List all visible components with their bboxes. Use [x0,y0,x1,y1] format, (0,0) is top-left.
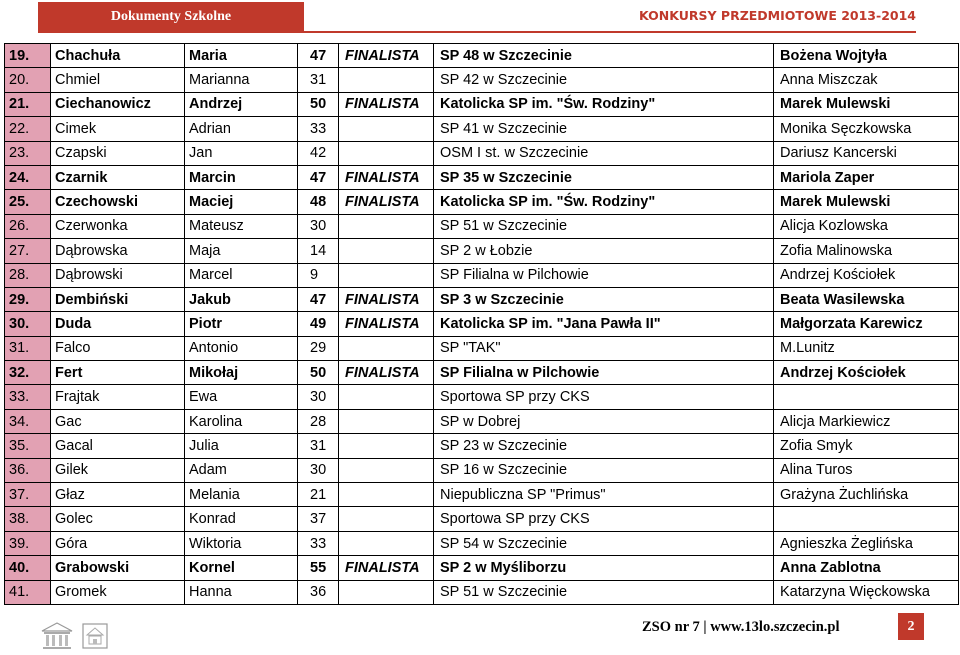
surname-cell: Czerwonka [51,214,185,238]
table-row [5,141,959,165]
points-cell: 47 [298,287,339,311]
points-cell: 31 [298,68,339,92]
table-row [5,239,959,263]
school-cell: SP 48 w Szczecinie [434,44,774,68]
status-cell [339,458,434,482]
surname-cell: Gacal [51,434,185,458]
table-row [5,458,959,482]
teacher-cell: Zofia Smyk [774,434,959,458]
teacher-cell: Bożena Wojtyła [774,44,959,68]
points-cell: 36 [298,580,339,604]
row-number: 28. [5,263,51,287]
first-name-cell: Maria [185,44,298,68]
teacher-cell [774,385,959,409]
school-cell: SP 16 w Szczecinie [434,458,774,482]
surname-cell: Czechowski [51,190,185,214]
page-number: 2 [898,613,924,640]
row-number: 27. [5,239,51,263]
school-cell: SP 2 w Myśliborzu [434,556,774,580]
points-cell: 55 [298,556,339,580]
points-cell: 50 [298,92,339,116]
status-cell: FINALISTA [339,165,434,189]
row-number: 35. [5,434,51,458]
teacher-cell: Mariola Zaper [774,165,959,189]
surname-cell: Chmiel [51,68,185,92]
surname-cell: Głaz [51,483,185,507]
status-cell: FINALISTA [339,287,434,311]
school-cell: Katolicka SP im. "Św. Rodziny" [434,92,774,116]
status-cell [339,336,434,360]
table-row [5,190,959,214]
first-name-cell: Mikołaj [185,361,298,385]
surname-cell: Golec [51,507,185,531]
points-cell: 9 [298,263,339,287]
footer-text: ZSO nr 7 | www.13lo.szczecin.pl [642,619,840,635]
results-table [4,43,959,605]
status-cell: FINALISTA [339,312,434,336]
row-number: 24. [5,165,51,189]
points-cell: 14 [298,239,339,263]
table-row [5,580,959,604]
table-row [5,361,959,385]
school-cell: SP 23 w Szczecinie [434,434,774,458]
surname-cell: Ciechanowicz [51,92,185,116]
row-number: 34. [5,409,51,433]
points-cell: 28 [298,409,339,433]
table-row [5,92,959,116]
surname-cell: Grabowski [51,556,185,580]
school-cell: SP w Dobrej [434,409,774,433]
school-cell: Katolicka SP im. "Św. Rodziny" [434,190,774,214]
points-cell: 33 [298,531,339,555]
first-name-cell: Adrian [185,117,298,141]
row-number: 37. [5,483,51,507]
table-row [5,214,959,238]
surname-cell: Czapski [51,141,185,165]
status-cell [339,531,434,555]
status-cell [339,507,434,531]
table-row [5,483,959,507]
points-cell: 42 [298,141,339,165]
school-cell: SP 2 w Łobzie [434,239,774,263]
status-cell: FINALISTA [339,44,434,68]
header-title-left: Dokumenty Szkolne [38,2,304,31]
first-name-cell: Maja [185,239,298,263]
surname-cell: Góra [51,531,185,555]
row-number: 36. [5,458,51,482]
row-number: 22. [5,117,51,141]
first-name-cell: Antonio [185,336,298,360]
school-crest-icon [80,621,110,651]
header-title-right: KONKURSY PRZEDMIOTOWE 2013-2014 [639,8,916,23]
school-cell: SP 51 w Szczecinie [434,214,774,238]
teacher-cell: Małgorzata Karewicz [774,312,959,336]
school-cell: SP 42 w Szczecinie [434,68,774,92]
row-number: 40. [5,556,51,580]
status-cell [339,68,434,92]
table-row [5,68,959,92]
table-row [5,556,959,580]
status-cell [339,434,434,458]
row-number: 23. [5,141,51,165]
row-number: 41. [5,580,51,604]
surname-cell: Gilek [51,458,185,482]
table-row [5,312,959,336]
teacher-cell [774,507,959,531]
row-number: 38. [5,507,51,531]
table-row [5,507,959,531]
footer-logos [40,621,110,651]
surname-cell: Gac [51,409,185,433]
points-cell: 47 [298,44,339,68]
teacher-cell: Katarzyna Więckowska [774,580,959,604]
school-cell: SP Filialna w Pilchowie [434,263,774,287]
teacher-cell: Grażyna Żuchlińska [774,483,959,507]
school-cell: Katolicka SP im. "Jana Pawła II" [434,312,774,336]
teacher-cell: Dariusz Kancerski [774,141,959,165]
surname-cell: Gromek [51,580,185,604]
table-row [5,434,959,458]
status-cell [339,385,434,409]
surname-cell: Duda [51,312,185,336]
results-table-body [5,44,959,605]
first-name-cell: Julia [185,434,298,458]
table-row [5,385,959,409]
surname-cell: Falco [51,336,185,360]
status-cell [339,580,434,604]
points-cell: 37 [298,507,339,531]
school-cell: SP 41 w Szczecinie [434,117,774,141]
points-cell: 49 [298,312,339,336]
table-row [5,336,959,360]
school-cell: OSM I st. w Szczecinie [434,141,774,165]
points-cell: 21 [298,483,339,507]
teacher-cell: Beata Wasilewska [774,287,959,311]
row-number: 39. [5,531,51,555]
teacher-cell: Marek Mulewski [774,190,959,214]
first-name-cell: Marcin [185,165,298,189]
header-divider [38,31,916,33]
surname-cell: Dąbrowski [51,263,185,287]
table-row [5,44,959,68]
surname-cell: Dembiński [51,287,185,311]
teacher-cell: Anna Zablotna [774,556,959,580]
surname-cell: Cimek [51,117,185,141]
table-row [5,117,959,141]
table-row [5,531,959,555]
school-cell: SP "TAK" [434,336,774,360]
first-name-cell: Ewa [185,385,298,409]
school-cell: Niepubliczna SP "Primus" [434,483,774,507]
points-cell: 48 [298,190,339,214]
points-cell: 31 [298,434,339,458]
school-cell: Sportowa SP przy CKS [434,385,774,409]
first-name-cell: Mateusz [185,214,298,238]
teacher-cell: M.Lunitz [774,336,959,360]
row-number: 30. [5,312,51,336]
first-name-cell: Maciej [185,190,298,214]
first-name-cell: Karolina [185,409,298,433]
status-cell: FINALISTA [339,361,434,385]
surname-cell: Dąbrowska [51,239,185,263]
points-cell: 29 [298,336,339,360]
row-number: 21. [5,92,51,116]
surname-cell: Czarnik [51,165,185,189]
teacher-cell: Anna Miszczak [774,68,959,92]
first-name-cell: Marianna [185,68,298,92]
status-cell [339,141,434,165]
surname-cell: Frajtak [51,385,185,409]
first-name-cell: Jan [185,141,298,165]
teacher-cell: Alicja Markiewicz [774,409,959,433]
table-row [5,263,959,287]
first-name-cell: Melania [185,483,298,507]
points-cell: 30 [298,385,339,409]
first-name-cell: Wiktoria [185,531,298,555]
status-cell [339,214,434,238]
points-cell: 50 [298,361,339,385]
status-cell [339,117,434,141]
table-row [5,165,959,189]
first-name-cell: Kornel [185,556,298,580]
first-name-cell: Hanna [185,580,298,604]
row-number: 32. [5,361,51,385]
school-cell: SP 3 w Szczecinie [434,287,774,311]
surname-cell: Chachuła [51,44,185,68]
building-logo-icon [40,621,74,651]
teacher-cell: Marek Mulewski [774,92,959,116]
row-number: 33. [5,385,51,409]
table-row [5,409,959,433]
first-name-cell: Marcel [185,263,298,287]
teacher-cell: Andrzej Kościołek [774,361,959,385]
status-cell [339,239,434,263]
teacher-cell: Alina Turos [774,458,959,482]
table-row [5,287,959,311]
row-number: 25. [5,190,51,214]
teacher-cell: Zofia Malinowska [774,239,959,263]
points-cell: 30 [298,214,339,238]
points-cell: 33 [298,117,339,141]
first-name-cell: Konrad [185,507,298,531]
points-cell: 47 [298,165,339,189]
status-cell: FINALISTA [339,190,434,214]
teacher-cell: Agnieszka Żeglińska [774,531,959,555]
row-number: 29. [5,287,51,311]
first-name-cell: Piotr [185,312,298,336]
points-cell: 30 [298,458,339,482]
row-number: 20. [5,68,51,92]
status-cell [339,483,434,507]
school-cell: Sportowa SP przy CKS [434,507,774,531]
row-number: 19. [5,44,51,68]
first-name-cell: Andrzej [185,92,298,116]
row-number: 26. [5,214,51,238]
school-cell: SP 35 w Szczecinie [434,165,774,189]
first-name-cell: Jakub [185,287,298,311]
school-cell: SP 54 w Szczecinie [434,531,774,555]
first-name-cell: Adam [185,458,298,482]
school-cell: SP Filialna w Pilchowie [434,361,774,385]
status-cell: FINALISTA [339,556,434,580]
school-cell: SP 51 w Szczecinie [434,580,774,604]
teacher-cell: Andrzej Kościołek [774,263,959,287]
status-cell [339,409,434,433]
row-number: 31. [5,336,51,360]
status-cell: FINALISTA [339,92,434,116]
teacher-cell: Alicja Kozlowska [774,214,959,238]
status-cell [339,263,434,287]
surname-cell: Fert [51,361,185,385]
teacher-cell: Monika Sęczkowska [774,117,959,141]
